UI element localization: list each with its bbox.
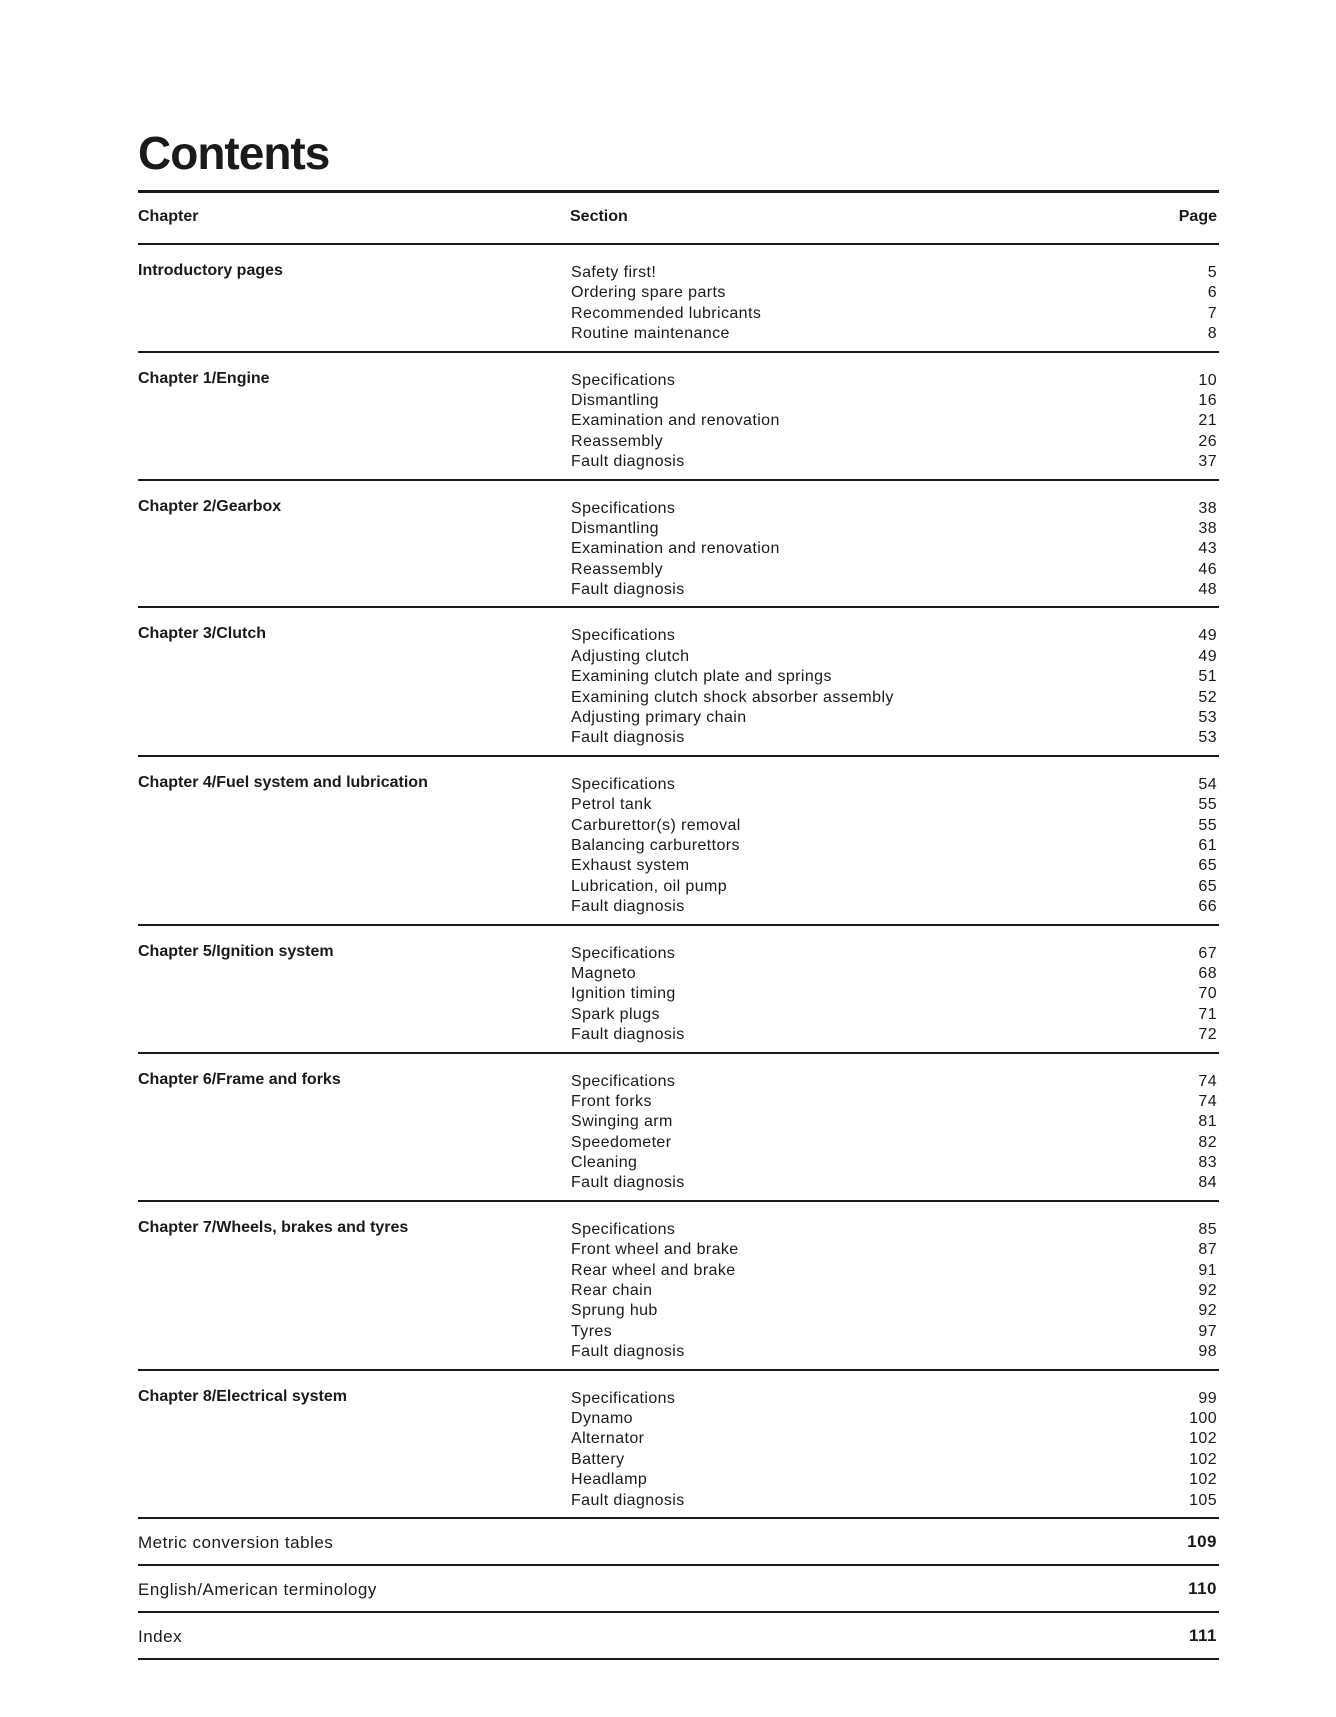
section-label: Examination and renovation	[571, 540, 780, 558]
chapter-title[interactable]: Chapter 3/Clutch	[138, 625, 267, 643]
section-page-number: 100	[1189, 1409, 1217, 1427]
section-label: Fault diagnosis	[571, 1026, 685, 1044]
extra-page-number: 109	[1187, 1531, 1217, 1551]
section-label: Rear chain	[571, 1282, 653, 1300]
chapter-group	[138, 245, 1219, 351]
section-page-number: 54	[1198, 775, 1217, 793]
section-list	[571, 775, 1219, 918]
section-page-number: 53	[1198, 709, 1217, 727]
section-page-number: 98	[1198, 1343, 1217, 1361]
section-entry[interactable]	[571, 1342, 1219, 1362]
section-label: Fault diagnosis	[571, 729, 685, 747]
section-entry[interactable]	[571, 263, 1219, 283]
section-label: Specifications	[571, 1389, 676, 1407]
section-label: Fault diagnosis	[571, 898, 685, 916]
section-label: Fault diagnosis	[571, 1491, 685, 1509]
chapter-title[interactable]: Chapter 7/Wheels, brakes and tyres	[138, 1218, 409, 1236]
section-label: Sprung hub	[571, 1302, 658, 1320]
section-entry[interactable]	[571, 1133, 1219, 1153]
section-list	[571, 1389, 1219, 1511]
section-label: Ignition timing	[571, 985, 676, 1003]
section-page-number: 49	[1198, 647, 1217, 665]
section-list	[571, 1072, 1219, 1194]
section-entry[interactable]	[571, 1450, 1219, 1470]
section-page-number: 70	[1198, 985, 1217, 1003]
chapter-title[interactable]: Chapter 8/Electrical system	[138, 1387, 347, 1405]
section-entry[interactable]	[571, 499, 1219, 519]
section-entry[interactable]	[571, 1220, 1219, 1240]
section-entry[interactable]	[571, 1005, 1219, 1025]
section-page-number: 65	[1198, 877, 1217, 895]
section-entry[interactable]	[571, 539, 1219, 559]
chapter-group	[138, 1054, 1219, 1200]
section-label: Magneto	[571, 964, 637, 982]
section-entry[interactable]	[571, 432, 1219, 452]
section-page-number: 21	[1198, 412, 1217, 430]
section-entry[interactable]	[571, 283, 1219, 303]
section-label: Fault diagnosis	[571, 1343, 685, 1361]
chapter-list	[138, 245, 1219, 1519]
section-entry[interactable]	[571, 877, 1219, 897]
section-label: Battery	[571, 1450, 625, 1468]
header-section: Section	[570, 208, 628, 225]
section-label: Spark plugs	[571, 1005, 660, 1023]
section-page-number: 65	[1198, 857, 1217, 875]
section-page-number: 74	[1198, 1092, 1217, 1110]
section-page-number: 92	[1198, 1282, 1217, 1300]
section-entry[interactable]	[571, 324, 1219, 344]
section-entry[interactable]	[571, 304, 1219, 324]
section-entry[interactable]	[571, 944, 1219, 964]
section-page-number: 7	[1207, 304, 1217, 322]
section-label: Reassembly	[571, 560, 664, 578]
section-label: Reassembly	[571, 432, 664, 450]
extra-label: English/American terminology	[138, 1579, 377, 1599]
section-page-number: 91	[1198, 1261, 1217, 1279]
section-page-number: 55	[1198, 796, 1217, 814]
section-entry[interactable]	[571, 519, 1219, 539]
section-label: Carburettor(s) removal	[571, 816, 741, 834]
chapter-group	[138, 926, 1219, 1052]
section-page-number: 49	[1198, 627, 1217, 645]
section-label: Front wheel and brake	[571, 1241, 739, 1259]
section-page-number: 52	[1198, 688, 1217, 706]
section-label: Adjusting primary chain	[571, 709, 747, 727]
section-label: Rear wheel and brake	[571, 1261, 736, 1279]
header-chapter: Chapter	[138, 208, 199, 225]
section-label: Fault diagnosis	[571, 453, 685, 471]
section-page-number: 46	[1198, 560, 1217, 578]
section-page-number: 10	[1198, 371, 1217, 389]
section-label: Dynamo	[571, 1409, 633, 1427]
section-label: Examining clutch plate and springs	[571, 668, 832, 686]
section-entry[interactable]	[571, 816, 1219, 836]
section-entry[interactable]	[571, 391, 1219, 411]
section-label: Lubrication, oil pump	[571, 877, 728, 895]
section-label: Front forks	[571, 1092, 652, 1110]
section-entry[interactable]	[571, 1112, 1219, 1132]
section-page-number: 5	[1207, 264, 1217, 281]
section-page-number: 102	[1189, 1450, 1217, 1468]
section-page-number: 71	[1198, 1005, 1217, 1023]
section-list	[571, 371, 1219, 473]
section-entry[interactable]	[571, 964, 1219, 984]
section-entry[interactable]	[571, 580, 1219, 600]
section-page-number: 102	[1189, 1471, 1217, 1489]
section-page-number: 48	[1198, 581, 1217, 599]
chapter-title[interactable]: Chapter 2/Gearbox	[138, 497, 282, 515]
extra-label: Index	[138, 1626, 183, 1646]
section-entry[interactable]	[571, 1025, 1219, 1045]
section-entry[interactable]	[571, 1470, 1219, 1490]
section-label: Specifications	[571, 775, 676, 793]
section-label: Specifications	[571, 1220, 676, 1238]
section-label: Cleaning	[571, 1154, 638, 1172]
section-entry[interactable]	[571, 1409, 1219, 1429]
section-page-number: 43	[1198, 540, 1217, 558]
section-page-number: 84	[1198, 1174, 1217, 1192]
section-entry[interactable]	[571, 688, 1219, 708]
section-page-number: 51	[1198, 668, 1217, 686]
section-entry[interactable]	[571, 1153, 1219, 1173]
section-label: Alternator	[571, 1430, 645, 1448]
section-label: Specifications	[571, 944, 676, 962]
section-label: Speedometer	[571, 1133, 672, 1151]
section-label: Tyres	[571, 1322, 613, 1340]
section-entry[interactable]	[571, 728, 1219, 748]
chapter-title[interactable]: Chapter 5/Ignition system	[138, 942, 334, 960]
section-entry[interactable]	[571, 1072, 1219, 1092]
extra-page-number: 110	[1188, 1578, 1217, 1598]
section-entry[interactable]	[571, 1429, 1219, 1449]
section-entry[interactable]	[571, 795, 1219, 815]
section-entry[interactable]	[571, 371, 1219, 391]
extra-rule	[138, 1658, 1219, 1660]
section-page-number: 8	[1207, 325, 1217, 343]
section-page-number: 38	[1198, 499, 1217, 517]
section-entry[interactable]	[571, 836, 1219, 856]
section-label: Specifications	[571, 627, 676, 645]
section-page-number: 72	[1198, 1026, 1217, 1044]
section-entry[interactable]	[571, 984, 1219, 1004]
section-entry[interactable]	[571, 411, 1219, 431]
section-page-number: 97	[1198, 1322, 1217, 1340]
section-label: Adjusting clutch	[571, 647, 690, 665]
section-page-number: 74	[1198, 1072, 1217, 1090]
chapter-group	[138, 1202, 1219, 1369]
section-page-number: 37	[1198, 453, 1217, 471]
chapter-group	[138, 1371, 1219, 1517]
section-page-number: 6	[1207, 284, 1217, 302]
section-list	[571, 263, 1219, 345]
section-label: Specifications	[571, 1072, 676, 1090]
section-label: Examining clutch shock absorber assembly	[571, 688, 894, 706]
section-entry[interactable]	[571, 647, 1219, 667]
section-label: Fault diagnosis	[571, 581, 685, 599]
section-page-number: 26	[1198, 432, 1217, 450]
section-entry[interactable]	[571, 1261, 1219, 1281]
section-label: Headlamp	[571, 1471, 648, 1489]
section-page-number: 66	[1198, 898, 1217, 916]
section-label: Exhaust system	[571, 857, 690, 875]
section-label: Petrol tank	[571, 796, 652, 814]
section-label: Routine maintenance	[571, 325, 730, 343]
section-label: Specifications	[571, 371, 676, 389]
section-label: Recommended lubricants	[571, 304, 762, 322]
section-list	[571, 1220, 1219, 1363]
column-headers	[138, 193, 1219, 243]
extra-entry[interactable]	[138, 1613, 1219, 1658]
section-label: Dismantling	[571, 519, 659, 537]
section-page-number: 61	[1198, 836, 1217, 854]
header-page: Page	[1178, 208, 1217, 225]
section-page-number: 67	[1198, 944, 1217, 962]
section-entry[interactable]	[571, 775, 1219, 795]
section-entry[interactable]	[571, 1389, 1219, 1409]
section-page-number: 55	[1198, 816, 1217, 834]
section-label: Examination and renovation	[571, 412, 780, 430]
chapter-title[interactable]: Chapter 4/Fuel system and lubrication	[138, 773, 428, 791]
chapter-title[interactable]: Chapter 1/Engine	[138, 369, 270, 387]
section-page-number: 102	[1189, 1430, 1217, 1448]
section-entry[interactable]	[571, 856, 1219, 876]
section-page-number: 83	[1198, 1154, 1217, 1172]
section-page-number: 85	[1198, 1220, 1217, 1238]
section-entry[interactable]	[571, 1281, 1219, 1301]
section-entry[interactable]	[571, 1322, 1219, 1342]
section-page-number: 99	[1198, 1389, 1217, 1407]
chapter-group	[138, 757, 1219, 924]
section-list	[571, 499, 1219, 601]
chapter-group	[138, 481, 1219, 607]
extra-entry[interactable]	[138, 1566, 1219, 1611]
section-page-number: 87	[1198, 1241, 1217, 1259]
section-label: Ordering spare parts	[571, 284, 726, 302]
chapter-group	[138, 608, 1219, 754]
section-page-number: 16	[1198, 391, 1217, 409]
section-page-number: 68	[1198, 964, 1217, 982]
extra-entry[interactable]	[138, 1519, 1219, 1564]
section-page-number: 82	[1198, 1133, 1217, 1151]
section-entry[interactable]	[571, 1491, 1219, 1511]
section-label: Specifications	[571, 499, 676, 517]
chapter-title[interactable]: Chapter 6/Frame and forks	[138, 1070, 341, 1088]
contents-page	[138, 127, 1219, 1660]
section-page-number: 81	[1198, 1113, 1217, 1131]
section-entry[interactable]	[571, 897, 1219, 917]
page-title: Contents	[138, 127, 330, 179]
section-list	[571, 626, 1219, 748]
section-label: Swinging arm	[571, 1113, 673, 1131]
section-label: Fault diagnosis	[571, 1174, 685, 1192]
section-entry[interactable]	[571, 560, 1219, 580]
section-page-number: 92	[1198, 1302, 1217, 1320]
chapter-group	[138, 353, 1219, 479]
section-page-number: 53	[1198, 729, 1217, 747]
section-page-number: 38	[1198, 519, 1217, 537]
extra-page-number: 111	[1189, 1625, 1217, 1645]
extra-entries	[138, 1519, 1219, 1660]
section-label: Dismantling	[571, 391, 659, 409]
section-page-number: 105	[1189, 1491, 1217, 1509]
section-list	[571, 944, 1219, 1046]
section-entry[interactable]	[571, 708, 1219, 728]
section-label: Safety first!	[571, 264, 657, 281]
section-entry[interactable]	[571, 1301, 1219, 1321]
section-entry[interactable]	[571, 667, 1219, 687]
section-entry[interactable]	[571, 626, 1219, 646]
section-label: Balancing carburettors	[571, 836, 740, 854]
chapter-title[interactable]: Introductory pages	[138, 262, 283, 279]
section-entry[interactable]	[571, 452, 1219, 472]
extra-label: Metric conversion tables	[138, 1532, 334, 1552]
section-entry[interactable]	[571, 1173, 1219, 1193]
section-entry[interactable]	[571, 1240, 1219, 1260]
section-entry[interactable]	[571, 1092, 1219, 1112]
